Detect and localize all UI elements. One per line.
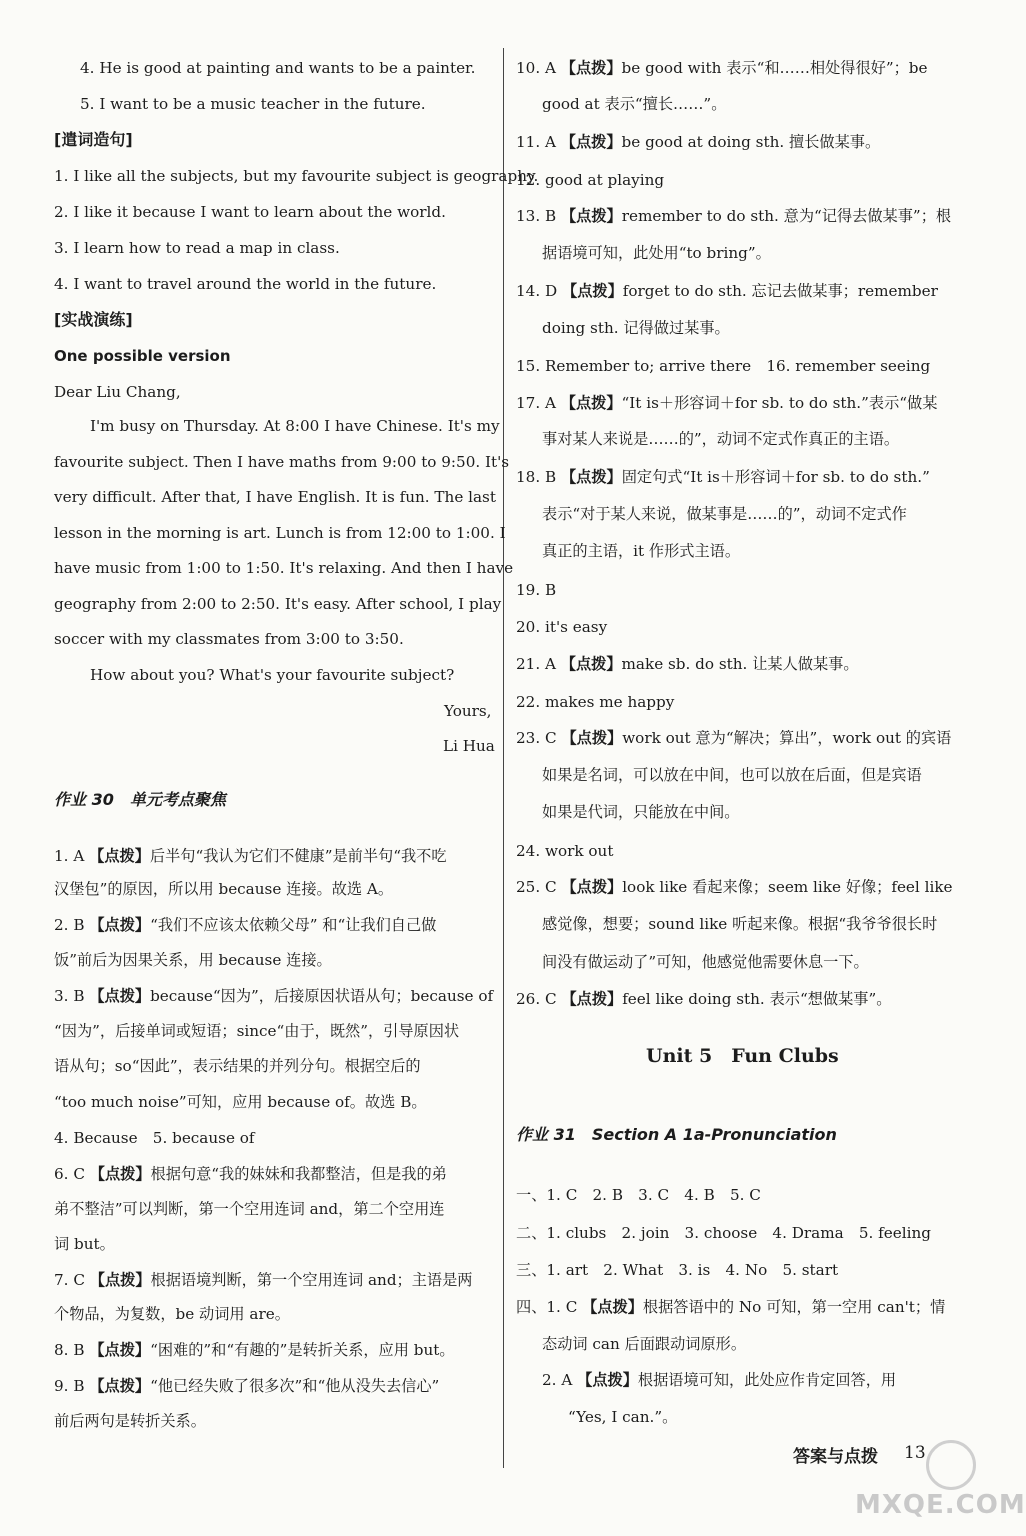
homework-heading: 作业 30 单元考点聚焦 xyxy=(54,790,226,809)
watermark-seal-icon xyxy=(926,1440,976,1490)
answer-line: 5. I want to be a music teacher in the future. xyxy=(80,95,426,113)
tip-marker: 【点拨】 xyxy=(560,468,622,486)
letter-line: very difficult. After that, I have English. It is fun. The last xyxy=(54,488,496,506)
version-label: One possible version xyxy=(54,347,231,365)
answer-line: 间没有做运动了”可知，他感觉他需要休息一下。 xyxy=(542,953,869,971)
answer-line: 4. He is good at painting and wants to be a painter. xyxy=(80,59,476,77)
tip-marker: 【点拨】 xyxy=(560,207,622,225)
answer-line: 26. C 【点拨】feel like doing sth. 表示“想做某事”。 xyxy=(516,990,892,1008)
tip-marker: 【点拨】 xyxy=(561,729,623,747)
answer-line: 3. B 【点拨】because“因为”，后接原因状语从句；because of xyxy=(54,987,494,1005)
page-number: 13 xyxy=(904,1443,926,1463)
footer-label: 答案与点拨 xyxy=(793,1447,878,1467)
answer-line: 22. makes me happy xyxy=(516,693,675,711)
tip-marker: 【点拨】 xyxy=(561,878,623,896)
letter-line: soccer with my classmates from 3:00 to 3:50. xyxy=(54,630,404,648)
tip-marker: 【点拨】 xyxy=(89,1165,151,1183)
answer-line: 21. A 【点拨】make sb. do sth. 让某人做某事。 xyxy=(516,655,859,673)
tip-marker: 【点拨】 xyxy=(582,1298,643,1316)
answer-line: good at 表示“擅长……”。 xyxy=(542,95,727,113)
answer-line: 4. Because 5. because of xyxy=(54,1129,255,1147)
answer-line: 11. A 【点拨】be good at doing sth. 擅长做某事。 xyxy=(516,133,881,151)
tip-marker: 【点拨】 xyxy=(89,847,150,865)
answer-line: 7. C 【点拨】根据语境判断，第一个空用连词 and；主语是两 xyxy=(54,1271,473,1289)
answer-line: 8. B 【点拨】“困难的”和“有趣的”是转折关系，应用 but。 xyxy=(54,1341,455,1359)
letter-signature: Li Hua xyxy=(443,737,495,755)
answer-line: 一、1. C 2. B 3. C 4. B 5. C xyxy=(516,1186,761,1204)
letter-line: have music from 1:00 to 1:50. It's relaxing. And then I have xyxy=(54,559,514,577)
letter-greeting: Dear Liu Chang, xyxy=(54,383,181,401)
answer-line: 10. A 【点拨】be good with 表示“和……相处得很好”；be xyxy=(516,59,928,77)
answer-line: 弟不整洁”可以判断，第一个空用连词 and，第二个空用连 xyxy=(54,1200,445,1218)
letter-closing: Yours, xyxy=(444,702,492,720)
answer-line: 24. work out xyxy=(516,842,614,860)
answer-line: 词 but。 xyxy=(54,1235,115,1253)
answer-line: “因为”，后接单词或短语；since“由于，既然”，引导原因状 xyxy=(54,1022,460,1040)
section-heading: [遣词造句] xyxy=(54,130,133,149)
letter-line: lesson in the morning is art. Lunch is from 12:00 to 1:00. I xyxy=(54,524,506,542)
answer-line: 事对某人来说是……的”，动词不定式作真正的主语。 xyxy=(542,430,900,448)
answer-line: 二、1. clubs 2. join 3. choose 4. Drama 5. feeling xyxy=(516,1224,931,1242)
answer-line: 13. B 【点拨】remember to do sth. 意为“记得去做某事”；根 xyxy=(516,207,952,225)
answer-line: 18. B 【点拨】固定句式“It is＋形容词＋for sb. to do sth.” xyxy=(516,468,930,486)
homework-heading: 作业 31 Section A 1a-Pronunciation xyxy=(516,1125,837,1144)
answer-line: 三、1. art 2. What 3. is 4. No 5. start xyxy=(516,1261,839,1279)
unit-title: Unit 5 Fun Clubs xyxy=(646,1045,839,1067)
tip-marker: 【点拨】 xyxy=(89,1377,151,1395)
tip-marker: 【点拨】 xyxy=(89,1341,151,1359)
tip-marker: 【点拨】 xyxy=(562,282,623,300)
column-divider xyxy=(503,48,504,1468)
answer-line: 20. it's easy xyxy=(516,618,608,636)
answer-line: 态动词 can 后面跟动词原形。 xyxy=(542,1335,747,1353)
letter-line: I'm busy on Thursday. At 8:00 I have Chinese. It's my xyxy=(90,417,500,435)
section-heading: [实战演练] xyxy=(54,310,133,329)
answer-line: 17. A 【点拨】“It is＋形容词＋for sb. to do sth.”表示“做某 xyxy=(516,394,938,412)
answer-line: 2. I like it because I want to learn about the world. xyxy=(54,203,446,221)
answer-line: 真正的主语，it 作形式主语。 xyxy=(542,542,741,560)
letter-line: favourite subject. Then I have maths from 9:00 to 9:50. It's xyxy=(54,453,510,471)
answer-line: 1. A 【点拨】后半句“我认为它们不健康”是前半句“我不吃 xyxy=(54,847,447,865)
tip-marker: 【点拨】 xyxy=(577,1371,638,1389)
answer-line: 感觉像，想要；sound like 听起来像。根据“我爷爷很长时 xyxy=(542,915,938,933)
tip-marker: 【点拨】 xyxy=(561,990,623,1008)
letter-line: geography from 2:00 to 2:50. It's easy. After school, I play xyxy=(54,595,502,613)
answer-line: 9. B 【点拨】“他已经失败了很多次”和“他从没失去信心” xyxy=(54,1377,440,1395)
letter-line: How about you? What's your favourite subject? xyxy=(90,666,455,684)
answer-line: 个物品，为复数，be 动词用 are。 xyxy=(54,1305,290,1323)
answer-line: 2. B 【点拨】“我们不应该太依赖父母” 和“让我们自己做 xyxy=(54,916,437,934)
answer-line: 12. good at playing xyxy=(516,171,665,189)
answer-line: “too much noise”可知，应用 because of。故选 B。 xyxy=(54,1093,427,1111)
tip-marker: 【点拨】 xyxy=(560,59,622,77)
tip-marker: 【点拨】 xyxy=(89,987,151,1005)
answer-line: 1. I like all the subjects, but my favourite subject is geography. xyxy=(54,167,539,185)
tip-marker: 【点拨】 xyxy=(560,655,622,673)
answer-line: 如果是代词，只能放在中间。 xyxy=(542,803,740,821)
answer-line: 6. C 【点拨】根据句意“我的妹妹和我都整洁，但是我的弟 xyxy=(54,1165,447,1183)
answer-line: 3. I learn how to read a map in class. xyxy=(54,239,340,257)
answer-line: 25. C 【点拨】look like 看起来像；seem like 好像；feel like xyxy=(516,878,953,896)
answer-line: 19. B xyxy=(516,581,557,599)
answer-line: doing sth. 记得做过某事。 xyxy=(542,319,730,337)
tip-marker: 【点拨】 xyxy=(89,916,151,934)
answer-line: 语从句；so“因此”，表示结果的并列分句。根据空后的 xyxy=(54,1057,421,1075)
answer-line: 2. A 【点拨】根据语境可知，此处应作肯定回答，用 xyxy=(542,1371,897,1389)
answer-line: 饭”前后为因果关系，用 because 连接。 xyxy=(54,951,332,969)
answer-line: 23. C 【点拨】work out 意为“解决；算出”，work out 的宾语 xyxy=(516,729,952,747)
answer-line: 四、1. C 【点拨】根据答语中的 No 可知，第一空用 can't；情 xyxy=(516,1298,946,1316)
answer-line: 4. I want to travel around the world in the future. xyxy=(54,275,437,293)
answer-line: 据语境可知，此处用“to bring”。 xyxy=(542,244,771,262)
answer-line: 表示“对于某人来说，做某事是……的”，动词不定式作 xyxy=(542,505,907,523)
watermark-text: MXQE.COM xyxy=(855,1490,1026,1520)
answer-line: 汉堡包”的原因，所以用 because 连接。故选 A。 xyxy=(54,880,394,898)
answer-line: 14. D 【点拨】forget to do sth. 忘记去做某事；remember xyxy=(516,282,938,300)
tip-marker: 【点拨】 xyxy=(560,133,622,151)
answer-line: “Yes, I can.”。 xyxy=(568,1408,678,1426)
tip-marker: 【点拨】 xyxy=(560,394,622,412)
tip-marker: 【点拨】 xyxy=(89,1271,151,1289)
answer-line: 如果是名词，可以放在中间，也可以放在后面，但是宾语 xyxy=(542,766,922,784)
answer-line: 前后两句是转折关系。 xyxy=(54,1412,206,1430)
answer-line: 15. Remember to; arrive there 16. remember seeing xyxy=(516,357,931,375)
